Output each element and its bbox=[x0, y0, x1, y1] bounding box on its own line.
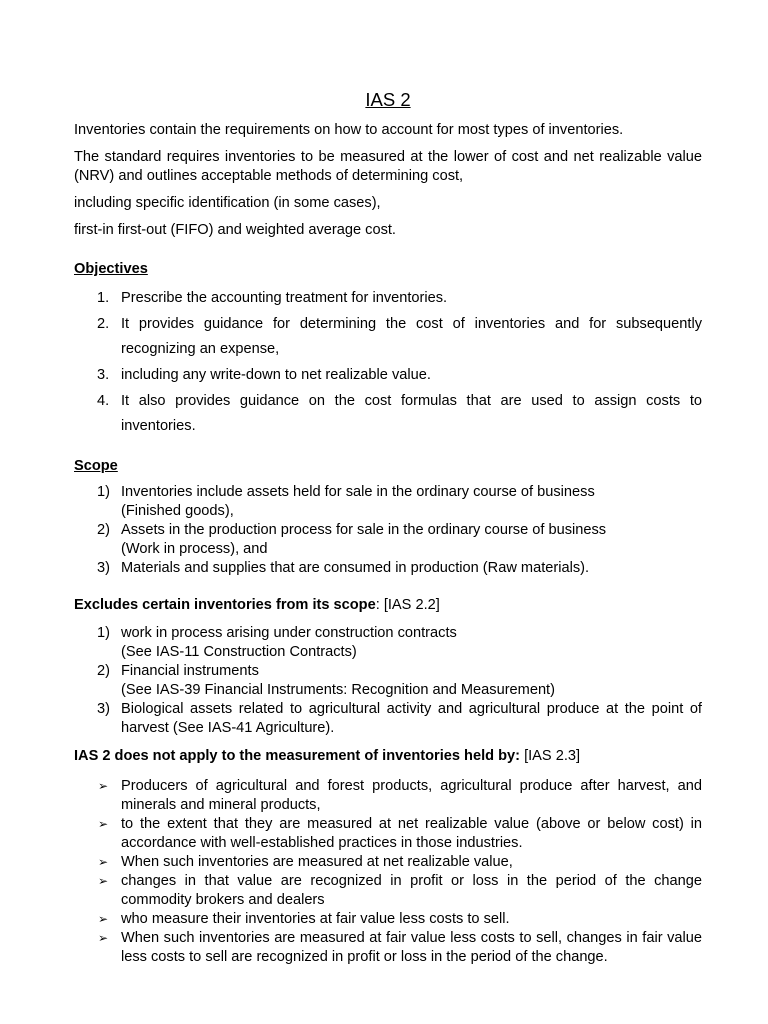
list-item bbox=[74, 815, 702, 853]
objectives-heading: Objectives bbox=[74, 261, 148, 277]
list-marker: 1. bbox=[97, 290, 110, 306]
intro-paragraph-2: The standard requires inventories to be measured at the lower of cost and net realizable value (NRV) and outlines acceptable methods of determining cost, bbox=[74, 149, 702, 184]
arrow-bullet-icon: ➢ bbox=[98, 912, 109, 926]
list-item bbox=[74, 624, 702, 662]
not-apply-list bbox=[74, 777, 702, 967]
objectives-list bbox=[74, 286, 702, 439]
list-marker: 2) bbox=[97, 522, 110, 538]
scope-list bbox=[74, 483, 702, 578]
list-item-subtext: (See IAS-11 Construction Contracts) bbox=[121, 644, 357, 660]
list-item-text: work in process arising under construction contracts bbox=[121, 625, 457, 641]
list-item bbox=[74, 286, 702, 311]
not-apply-heading-ref: [IAS 2.3] bbox=[520, 748, 581, 764]
excludes-list bbox=[74, 624, 702, 738]
list-item bbox=[74, 872, 702, 910]
list-item bbox=[74, 777, 702, 815]
list-item bbox=[74, 521, 702, 559]
intro-paragraph-1: Inventories contain the requirements on how to account for most types of inventories. bbox=[74, 122, 624, 138]
scope-heading: Scope bbox=[74, 458, 118, 474]
list-marker: 3) bbox=[97, 701, 110, 717]
list-item-text: Prescribe the accounting treatment for inventories. bbox=[121, 290, 448, 306]
list-marker: 2) bbox=[97, 663, 110, 679]
list-item bbox=[74, 312, 702, 362]
document-page bbox=[74, 88, 702, 967]
list-item-subtext: (Work in process), and bbox=[121, 541, 268, 557]
list-item bbox=[74, 389, 702, 439]
arrow-bullet-icon: ➢ bbox=[98, 931, 109, 945]
excludes-heading-bold: Excludes certain inventories from its scope bbox=[74, 597, 376, 613]
list-item bbox=[74, 700, 702, 738]
list-item bbox=[74, 363, 702, 388]
list-item-text: Financial instruments bbox=[121, 663, 259, 679]
list-marker: 4. bbox=[97, 393, 110, 409]
list-item-text: Biological assets related to agricultural activity and agricultural produce at the point of harvest (See IAS-41 Agriculture). bbox=[121, 701, 702, 736]
arrow-bullet-icon: ➢ bbox=[98, 817, 109, 831]
list-item-text: including any write-down to net realizable value. bbox=[121, 367, 431, 383]
arrow-bullet-icon: ➢ bbox=[98, 779, 109, 793]
list-item-text: It also provides guidance on the cost formulas that are used to assign costs to inventories. bbox=[121, 393, 702, 434]
list-item bbox=[74, 910, 702, 929]
excludes-heading-ref: : [IAS 2.2] bbox=[375, 597, 440, 613]
not-apply-heading-bold: IAS 2 does not apply to the measurement of inventories held by: bbox=[74, 748, 521, 764]
list-marker: 3. bbox=[97, 367, 110, 383]
list-marker: 3) bbox=[97, 560, 110, 576]
page-title: IAS 2 bbox=[365, 89, 411, 110]
excludes-heading bbox=[74, 596, 702, 615]
list-item-text: to the extent that they are measured at net realizable value (above or below cost) in accordance with well-established practices in those industries. bbox=[121, 816, 702, 851]
list-item-text: It provides guidance for determining the cost of inventories and for subsequently recognizing an expense, bbox=[121, 316, 702, 357]
list-item-text: who measure their inventories at fair value less costs to sell. bbox=[121, 911, 510, 927]
list-item-text: Producers of agricultural and forest products, agricultural produce after harvest, and minerals and mineral products, bbox=[121, 778, 702, 813]
list-item-text: When such inventories are measured at net realizable value, bbox=[121, 854, 513, 870]
list-item bbox=[74, 483, 702, 521]
list-marker: 2. bbox=[97, 316, 110, 332]
list-item-subtext: (See IAS-39 Financial Instruments: Recognition and Measurement) bbox=[121, 682, 555, 698]
list-item-text: Assets in the production process for sale in the ordinary course of business bbox=[121, 522, 607, 538]
intro-paragraph-4: first-in first-out (FIFO) and weighted average cost. bbox=[74, 222, 396, 238]
arrow-bullet-icon: ➢ bbox=[98, 874, 109, 888]
list-item-text: Materials and supplies that are consumed in production (Raw materials). bbox=[121, 560, 590, 576]
intro-paragraph-3: including specific identification (in some cases), bbox=[74, 195, 381, 211]
list-item-text: When such inventories are measured at fair value less costs to sell, changes in fair value less costs to sell are recognized in profit or loss in the period of the change. bbox=[121, 930, 702, 965]
arrow-bullet-icon: ➢ bbox=[98, 855, 109, 869]
list-item bbox=[74, 853, 702, 872]
list-item bbox=[74, 559, 702, 578]
list-marker: 1) bbox=[97, 484, 110, 500]
list-item-text: Inventories include assets held for sale in the ordinary course of business bbox=[121, 484, 595, 500]
list-item bbox=[74, 662, 702, 700]
list-item bbox=[74, 929, 702, 967]
list-item-text: changes in that value are recognized in profit or loss in the period of the change commodity brokers and dealers bbox=[121, 873, 702, 908]
list-item-subtext: (Finished goods), bbox=[121, 503, 234, 519]
list-marker: 1) bbox=[97, 625, 110, 641]
not-apply-heading bbox=[74, 747, 702, 766]
